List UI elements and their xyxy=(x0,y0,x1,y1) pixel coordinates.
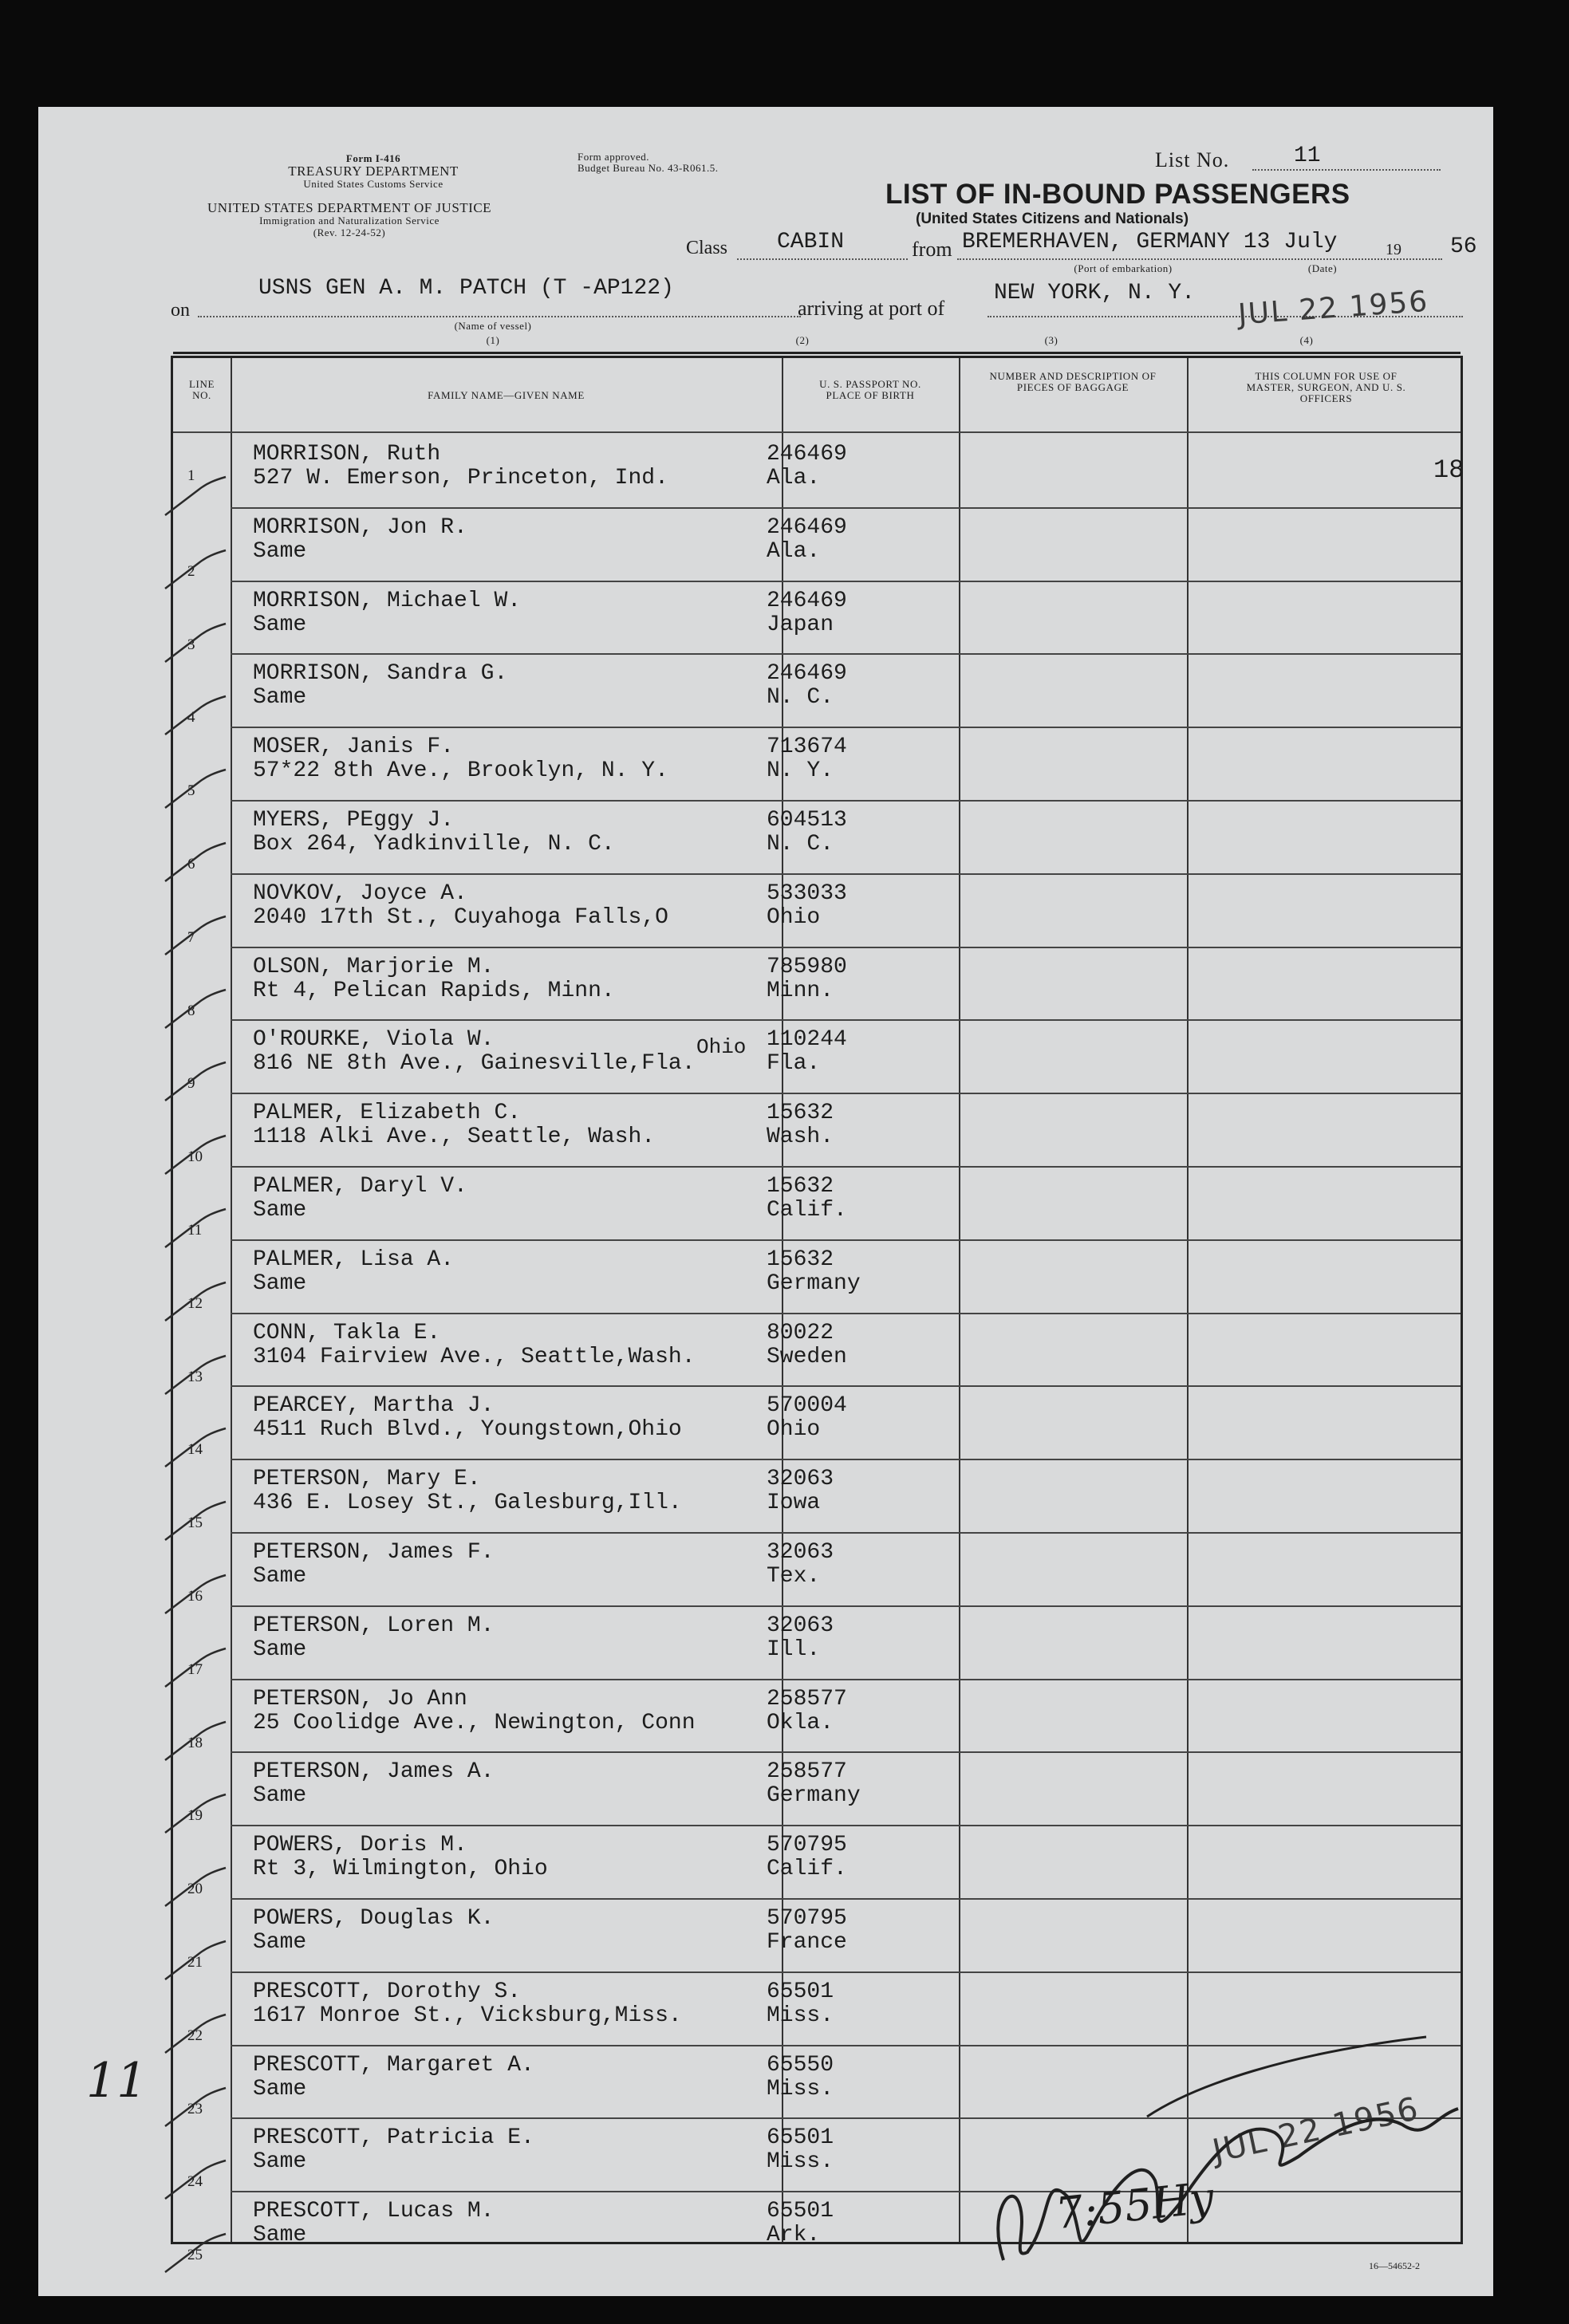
passport-number: 785980 xyxy=(767,954,847,979)
passport-number: 110244 xyxy=(767,1027,847,1053)
caption-col1: (1) xyxy=(486,334,500,346)
col-header-name: FAMILY NAME—GIVEN NAME xyxy=(428,389,585,401)
check-mark-icon xyxy=(159,758,231,814)
passenger-name: NOVKOV, Joyce A. xyxy=(253,880,467,906)
line-number: 9 xyxy=(187,1075,195,1093)
table-row xyxy=(173,881,1461,955)
place-of-birth: Ohio xyxy=(767,904,821,930)
document-subtitle: (United States Citizens and Nationals) xyxy=(916,211,1189,227)
passenger-address: 4511 Ruch Blvd., Youngstown,Ohio xyxy=(253,1417,682,1443)
table-row xyxy=(173,1906,1461,1979)
from-label: from xyxy=(912,238,952,261)
check-mark-icon xyxy=(159,466,231,522)
place-of-birth: Miss. xyxy=(767,2003,834,2028)
year-prefix: 19 xyxy=(1386,241,1401,258)
passenger-name: PALMER, Elizabeth C. xyxy=(253,1101,522,1126)
passenger-address: Rt 3, Wilmington, Ohio xyxy=(253,1857,548,1882)
place-of-birth: Fla. xyxy=(767,1051,821,1077)
passenger-address: Same xyxy=(253,612,307,637)
budget-bureau: Budget Bureau No. 43-R061.5. xyxy=(578,162,719,174)
col-header-passport: U. S. PASSPORT NO. PLACE OF BIRTH xyxy=(819,378,921,401)
passenger-address: Same xyxy=(253,1270,307,1296)
passenger-address: Same xyxy=(253,2223,307,2248)
list-number: 11 xyxy=(1294,144,1321,168)
passenger-name: MORRISON, Ruth xyxy=(253,442,441,467)
line-number: 3 xyxy=(187,636,195,653)
line-number: 18 xyxy=(187,1734,203,1751)
place-of-birth: Ala. xyxy=(767,466,821,490)
officer-signature xyxy=(956,2021,1466,2284)
check-mark-icon xyxy=(159,1637,231,1693)
line-number: 15 xyxy=(187,1515,203,1532)
margin-mark: 11 xyxy=(86,2053,148,2109)
table-row xyxy=(173,1027,1461,1101)
passport-number: 32063 xyxy=(767,1613,834,1638)
place-of-birth: Japan xyxy=(767,612,834,637)
place-of-birth: Okla. xyxy=(767,1710,834,1735)
passenger-address: 3104 Fairview Ave., Seattle,Wash. xyxy=(253,1344,696,1369)
port-embark-caption: (Port of embarkation) xyxy=(1074,262,1173,274)
document-title: LIST OF IN-BOUND PASSENGERS xyxy=(885,179,1350,210)
passenger-name: MORRISON, Jon R. xyxy=(253,514,467,540)
passenger-name: PRESCOTT, Patricia E. xyxy=(253,2125,534,2151)
footer-code: 16—54652-2 xyxy=(1369,2260,1420,2271)
check-mark-icon xyxy=(159,832,231,888)
passport-number: 15632 xyxy=(767,1247,834,1272)
line-number: 6 xyxy=(187,856,195,872)
form-approved: Form approved. xyxy=(578,151,650,163)
passenger-address: Same xyxy=(253,1783,307,1809)
table-row xyxy=(173,515,1461,589)
line-number: 21 xyxy=(187,1954,203,1971)
passenger-address: 25 Coolidge Ave., Newington, Conn xyxy=(253,1710,696,1735)
table-row xyxy=(173,808,1461,881)
list-no-label: List No. xyxy=(1155,148,1230,171)
check-mark-icon xyxy=(159,979,231,1034)
passenger-address: Same xyxy=(253,2076,307,2101)
table-row xyxy=(173,1393,1461,1467)
passenger-address: 436 E. Losey St., Galesburg,Ill. xyxy=(253,1491,682,1516)
passport-number: 15632 xyxy=(767,1101,834,1126)
place-of-birth: Tex. xyxy=(767,1564,821,1589)
caption-col4: (4) xyxy=(1299,334,1314,346)
passport-number: 80022 xyxy=(767,1320,834,1345)
line-number: 25 xyxy=(187,2247,203,2264)
table-row xyxy=(173,1759,1461,1833)
place-of-birth: Wash. xyxy=(767,1125,834,1150)
year-value: 56 xyxy=(1450,234,1477,259)
passport-number: 604513 xyxy=(767,808,847,833)
passenger-address: 816 NE 8th Ave., Gainesville,Fla. xyxy=(253,1051,696,1077)
table-row xyxy=(173,442,1461,515)
check-mark-icon xyxy=(159,1198,231,1254)
line-number: 17 xyxy=(187,1660,203,1678)
line-number: 24 xyxy=(187,2173,203,2191)
place-of-birth: Calif. xyxy=(767,1857,847,1882)
place-of-birth: Ala. xyxy=(767,538,821,564)
passenger-name: MORRISON, Sandra G. xyxy=(253,661,508,687)
passport-number: 246469 xyxy=(767,442,847,467)
table-row xyxy=(173,1613,1461,1687)
col-header-officers: THIS COLUMN FOR USE OF MASTER, SURGEON, AND U. S. OFFICERS xyxy=(1246,370,1406,404)
passenger-name: MYERS, PEggy J. xyxy=(253,808,455,833)
passport-number: 65501 xyxy=(767,1979,834,2004)
class-value: CABIN xyxy=(777,230,845,254)
date-caption: (Date) xyxy=(1307,262,1338,274)
passenger-address: Rt 4, Pelican Rapids, Minn. xyxy=(253,978,615,1003)
line-number: 19 xyxy=(187,1807,203,1825)
time-note: 7:55Hy xyxy=(1053,2172,1216,2239)
line-number: 7 xyxy=(187,928,195,946)
line-number: 4 xyxy=(187,709,195,727)
passenger-name: PRESCOTT, Lucas M. xyxy=(253,2199,495,2224)
table-row xyxy=(173,661,1461,735)
place-of-birth: Miss. xyxy=(767,2076,834,2101)
line-number: 12 xyxy=(187,1294,203,1312)
passenger-name: CONN, Takla E. xyxy=(253,1320,441,1345)
manifest-page xyxy=(38,107,1493,2296)
vessel-caption: (Name of vessel) xyxy=(454,320,532,332)
arriving-label: arriving at port of xyxy=(798,297,945,320)
place-of-birth: N. C. xyxy=(767,685,834,711)
check-mark-icon xyxy=(159,685,231,741)
passport-number: 246469 xyxy=(767,661,847,687)
passport-number: 246469 xyxy=(767,588,847,613)
table-row xyxy=(173,735,1461,808)
check-mark-icon xyxy=(159,1857,231,1912)
check-mark-icon xyxy=(159,1345,231,1400)
check-mark-icon xyxy=(159,1125,231,1180)
place-of-birth: Iowa xyxy=(767,1491,821,1516)
passport-number: 32063 xyxy=(767,1467,834,1492)
passenger-name: PALMER, Lisa A. xyxy=(253,1247,455,1272)
check-mark-icon xyxy=(159,1051,231,1107)
port-of-arrival: NEW YORK, N. Y. xyxy=(994,281,1196,305)
passenger-address: Same xyxy=(253,1198,307,1223)
passenger-name: PETERSON, Loren M. xyxy=(253,1613,495,1638)
ins-service: Immigration and Naturalization Service xyxy=(259,215,440,226)
line-number: 2 xyxy=(187,562,195,580)
inspection-date-stamp: JUL 22 1956 xyxy=(1209,2090,1423,2170)
row7-ohio-note: Ohio xyxy=(696,1035,747,1059)
passport-number: 570004 xyxy=(767,1393,847,1419)
check-mark-icon xyxy=(159,2223,231,2279)
passenger-name: POWERS, Douglas K. xyxy=(253,1906,495,1931)
check-mark-icon xyxy=(159,905,231,961)
place-of-birth: Ill. xyxy=(767,1637,821,1662)
treasury-dept: TREASURY DEPARTMENT xyxy=(288,163,459,179)
caption-col2: (2) xyxy=(795,334,810,346)
row1-count-note: 18 xyxy=(1433,455,1465,485)
place-of-birth: Sweden xyxy=(767,1344,847,1369)
class-label: Class xyxy=(686,238,728,258)
line-number: 14 xyxy=(187,1441,203,1459)
passport-number: 570795 xyxy=(767,1906,847,1931)
table-row xyxy=(173,1540,1461,1613)
passenger-address: Box 264, Yadkinville, N. C. xyxy=(253,832,615,857)
line-number: 1 xyxy=(187,467,195,484)
line-number: 8 xyxy=(187,1002,195,1019)
table-row xyxy=(173,955,1461,1028)
line-number: 11 xyxy=(187,1222,203,1239)
check-mark-icon xyxy=(159,2003,231,2059)
place-of-birth: N. Y. xyxy=(767,758,834,784)
passenger-address: Same xyxy=(253,1564,307,1589)
check-mark-icon xyxy=(159,1417,231,1473)
check-mark-icon xyxy=(159,2077,231,2133)
line-number: 5 xyxy=(187,782,195,800)
passenger-name: O'ROURKE, Viola W. xyxy=(253,1027,495,1053)
passenger-table xyxy=(171,356,1465,2264)
line-number: 22 xyxy=(187,2027,203,2044)
passport-number: 32063 xyxy=(767,1540,834,1565)
port-of-embarkation: BREMERHAVEN, GERMANY 13 July xyxy=(962,230,1338,254)
passenger-name: POWERS, Doris M. xyxy=(253,1833,467,1858)
line-number: 16 xyxy=(187,1588,203,1605)
customs-service: United States Customs Service xyxy=(303,178,443,190)
passenger-address: 1118 Alki Ave., Seattle, Wash. xyxy=(253,1125,656,1150)
passenger-name: OLSON, Marjorie M. xyxy=(253,954,495,979)
place-of-birth: Ark. xyxy=(767,2223,821,2248)
passport-number: 15632 xyxy=(767,1174,834,1199)
passport-number: 65501 xyxy=(767,2125,834,2151)
passport-number: 65550 xyxy=(767,2052,834,2078)
caption-col3: (3) xyxy=(1044,334,1058,346)
line-number: 23 xyxy=(187,2100,203,2117)
table-row xyxy=(173,1321,1461,1394)
passenger-address: 527 W. Emerson, Princeton, Ind. xyxy=(253,466,668,490)
passport-number: 246469 xyxy=(767,514,847,540)
justice-dept: UNITED STATES DEPARTMENT OF JUSTICE xyxy=(207,200,492,215)
passenger-name: PEARCEY, Martha J. xyxy=(253,1393,495,1419)
passenger-name: PRESCOTT, Margaret A. xyxy=(253,2052,534,2078)
form-revision: (Rev. 12-24-52) xyxy=(313,226,386,238)
passenger-name: PALMER, Daryl V. xyxy=(253,1174,467,1199)
check-mark-icon xyxy=(159,1491,231,1546)
table-row xyxy=(173,589,1461,662)
on-label: on xyxy=(171,300,190,321)
place-of-birth: Calif. xyxy=(767,1198,847,1223)
table-row xyxy=(173,1174,1461,1247)
place-of-birth: N. C. xyxy=(767,832,834,857)
col-header-baggage: NUMBER AND DESCRIPTION OF PIECES OF BAGGAGE xyxy=(989,370,1157,393)
passenger-name: PETERSON, James A. xyxy=(253,1759,495,1785)
check-mark-icon xyxy=(159,1783,231,1839)
passenger-address: Same xyxy=(253,1637,307,1662)
table-row xyxy=(173,1687,1461,1760)
passenger-address: Same xyxy=(253,1930,307,1955)
place-of-birth: Ohio xyxy=(767,1417,821,1443)
check-mark-icon xyxy=(159,613,231,668)
passenger-name: PETERSON, Mary E. xyxy=(253,1467,481,1492)
check-mark-icon xyxy=(159,1930,231,1986)
arrival-date-stamp: JUL 22 1956 xyxy=(1236,285,1430,332)
passenger-address: 2040 17th St., Cuyahoga Falls,O xyxy=(253,904,668,930)
passenger-address: 57*22 8th Ave., Brooklyn, N. Y. xyxy=(253,758,668,784)
table-row xyxy=(173,1247,1461,1321)
place-of-birth: Germany xyxy=(767,1783,861,1809)
form-number: Form I-416 xyxy=(345,152,401,164)
check-mark-icon xyxy=(159,1271,231,1327)
passenger-address: Same xyxy=(253,685,307,711)
passenger-address: 1617 Monroe St., Vicksburg,Miss. xyxy=(253,2003,682,2028)
passenger-address: Same xyxy=(253,2149,307,2175)
passport-number: 258577 xyxy=(767,1686,847,1711)
check-mark-icon xyxy=(159,1564,231,1620)
line-number: 10 xyxy=(187,1148,203,1166)
line-number: 20 xyxy=(187,1881,203,1898)
passport-number: 713674 xyxy=(767,735,847,760)
passport-number: 570795 xyxy=(767,1833,847,1858)
place-of-birth: France xyxy=(767,1930,847,1955)
table-row xyxy=(173,1101,1461,1174)
place-of-birth: Miss. xyxy=(767,2149,834,2175)
passport-number: 258577 xyxy=(767,1759,847,1785)
table-row xyxy=(173,1833,1461,1906)
passenger-name: MOSER, Janis F. xyxy=(253,735,455,760)
passenger-name: PETERSON, James F. xyxy=(253,1540,495,1565)
col-header-line: LINE NO. xyxy=(189,378,215,401)
passenger-name: PETERSON, Jo Ann xyxy=(253,1686,467,1711)
passport-number: 65501 xyxy=(767,2199,834,2224)
place-of-birth: Germany xyxy=(767,1270,861,1296)
passenger-address: Same xyxy=(253,538,307,564)
place-of-birth: Minn. xyxy=(767,978,834,1003)
check-mark-icon xyxy=(159,2149,231,2205)
vessel-name: USNS GEN A. M. PATCH (T -AP122) xyxy=(258,276,674,301)
table-row xyxy=(173,1467,1461,1540)
passenger-name: MORRISON, Michael W. xyxy=(253,588,522,613)
passport-number: 533033 xyxy=(767,880,847,906)
passenger-name: PRESCOTT, Dorothy S. xyxy=(253,1979,522,2004)
check-mark-icon xyxy=(159,1711,231,1767)
check-mark-icon xyxy=(159,539,231,595)
line-number: 13 xyxy=(187,1368,203,1385)
